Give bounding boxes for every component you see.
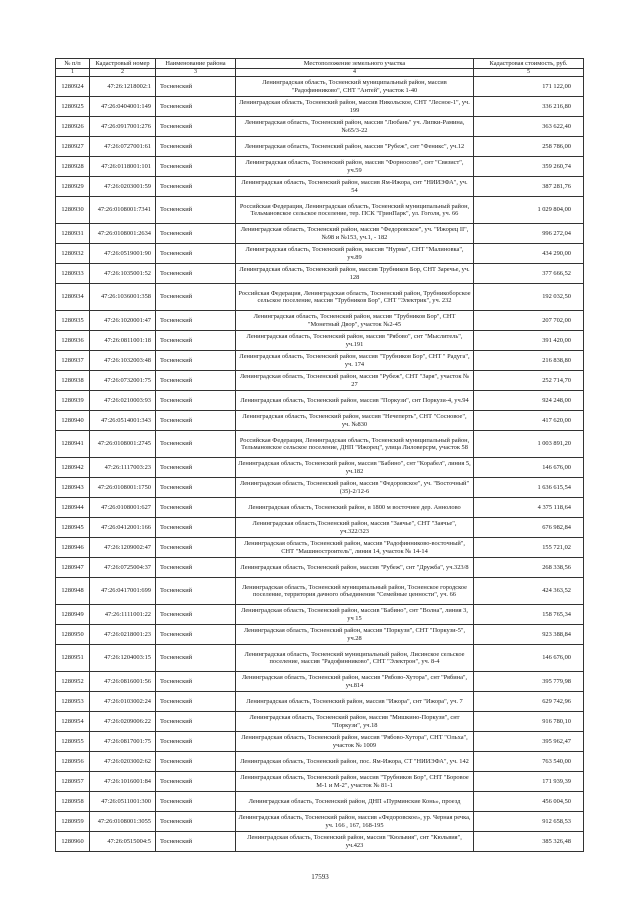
cadastral-value: 252 714,70 bbox=[474, 371, 584, 391]
cadastral-number: 47:26:0108001:627 bbox=[90, 498, 156, 518]
table-row bbox=[56, 284, 584, 311]
table-row bbox=[56, 244, 584, 264]
parcel-location: Ленинградская область, Тосненский район, массив "Федоровское", уч. "Ижорец II", №98 и №153, уч.1, - 182 bbox=[236, 224, 474, 244]
cadastral-number: 47:26:1016001:84 bbox=[90, 772, 156, 792]
district-name: Тосненский bbox=[156, 458, 236, 478]
row-number: 1280931 bbox=[56, 224, 90, 244]
cadastral-number: 47:26:0514001:343 bbox=[90, 411, 156, 431]
district-name: Тосненский bbox=[156, 645, 236, 672]
table-row bbox=[56, 311, 584, 331]
district-name: Тосненский bbox=[156, 411, 236, 431]
row-number: 1280930 bbox=[56, 197, 90, 224]
table-header-row bbox=[56, 59, 584, 69]
district-name: Тосненский bbox=[156, 605, 236, 625]
parcel-location: Ленинградская область, Тосненский район, массив "Нечеперть", СНТ "Сосновое", уч. №830 bbox=[236, 411, 474, 431]
row-number: 1280953 bbox=[56, 692, 90, 712]
parcel-location: Ленинградская область,Тосненский район, массив "Заячье", СНТ "Заячье", уч.322/323 bbox=[236, 518, 474, 538]
column-number: 3 bbox=[156, 69, 236, 77]
district-name: Тосненский bbox=[156, 578, 236, 605]
table-row bbox=[56, 331, 584, 351]
cadastral-number: 47:26:0816001:56 bbox=[90, 672, 156, 692]
cadastral-value: 385 326,48 bbox=[474, 832, 584, 852]
district-name: Тосненский bbox=[156, 625, 236, 645]
table-row bbox=[56, 351, 584, 371]
cadastral-value: 377 666,52 bbox=[474, 264, 584, 284]
row-number: 1280945 bbox=[56, 518, 90, 538]
cadastral-number: 47:26:0417001:699 bbox=[90, 578, 156, 605]
row-number: 1280943 bbox=[56, 478, 90, 498]
cadastral-number: 47:26:0209006:22 bbox=[90, 712, 156, 732]
row-number: 1280951 bbox=[56, 645, 90, 672]
cadastral-value: 146 676,00 bbox=[474, 458, 584, 478]
row-number: 1280940 bbox=[56, 411, 90, 431]
table-row bbox=[56, 77, 584, 97]
row-number: 1280957 bbox=[56, 772, 90, 792]
table-row bbox=[56, 97, 584, 117]
district-name: Тосненский bbox=[156, 672, 236, 692]
cadastral-value: 336 216,80 bbox=[474, 97, 584, 117]
cadastral-value: 434 290,00 bbox=[474, 244, 584, 264]
cadastral-value: 676 982,84 bbox=[474, 518, 584, 538]
row-number: 1280946 bbox=[56, 538, 90, 558]
cadastral-number: 47:26:0108001:2634 bbox=[90, 224, 156, 244]
district-name: Тосненский bbox=[156, 478, 236, 498]
header-district-name: Наименование района bbox=[156, 59, 236, 69]
table-row bbox=[56, 772, 584, 792]
table-row bbox=[56, 411, 584, 431]
district-name: Тосненский bbox=[156, 832, 236, 852]
column-number: 2 bbox=[90, 69, 156, 77]
parcel-location: Ленинградская область, Тосненский район, массив "Бабино", снт "Волна", линия 3, уч 15 bbox=[236, 605, 474, 625]
parcel-location: Ленинградская область, Тосненский район, массив "Мишкино-Поркузи", снт "Поркузи", уч.18 bbox=[236, 712, 474, 732]
district-name: Тосненский bbox=[156, 712, 236, 732]
header-cadastral-value: Кадастровая стоимость, руб. bbox=[474, 59, 584, 69]
row-number: 1280939 bbox=[56, 391, 90, 411]
parcel-location: Ленинградская область, Тосненский район, массив "Трубников Бор", СНТ " Радуга", уч. 174 bbox=[236, 351, 474, 371]
parcel-location: Ленинградская область, Тосненский район, массив "Ижора", снт "Ижора", уч. 7 bbox=[236, 692, 474, 712]
column-number: 1 bbox=[56, 69, 90, 77]
cadastral-number: 47:26:1209002:47 bbox=[90, 538, 156, 558]
cadastral-value: 923 388,84 bbox=[474, 625, 584, 645]
cadastral-value: 912 658,53 bbox=[474, 812, 584, 832]
row-number: 1280926 bbox=[56, 117, 90, 137]
parcel-location: Ленинградская область, Тосненский район, массив "Форносово", снт "Связист", уч.59 bbox=[236, 157, 474, 177]
cadastral-value: 996 272,04 bbox=[474, 224, 584, 244]
row-number: 1280932 bbox=[56, 244, 90, 264]
parcel-location: Ленинградская область, Тосненский район, в 1800 м восточнее дер. Аннолово bbox=[236, 498, 474, 518]
table-row bbox=[56, 752, 584, 772]
parcel-location: Ленинградская область, Тосненский район, массив "Рябово", снт "Мыслитель", уч.191 bbox=[236, 331, 474, 351]
cadastral-value: 629 742,96 bbox=[474, 692, 584, 712]
table-row bbox=[56, 832, 584, 852]
table-row bbox=[56, 371, 584, 391]
header-cadastral-number: Кадастровый номер bbox=[90, 59, 156, 69]
column-number: 4 bbox=[236, 69, 474, 77]
district-name: Тосненский bbox=[156, 311, 236, 331]
parcel-location: Ленинградская область, Тосненский район, массив «Федоровское», ур. Черная речка, уч. 166 , 167, 168-195 bbox=[236, 812, 474, 832]
row-number: 1280958 bbox=[56, 792, 90, 812]
row-number: 1280928 bbox=[56, 157, 90, 177]
parcel-location: Ленинградская область, Тосненский район, массив "Нурма", СНТ "Малиновка", уч.89 bbox=[236, 244, 474, 264]
table-row bbox=[56, 264, 584, 284]
column-numbers-row bbox=[56, 69, 584, 77]
district-name: Тосненский bbox=[156, 244, 236, 264]
table-row bbox=[56, 137, 584, 157]
district-name: Тосненский bbox=[156, 812, 236, 832]
row-number: 1280960 bbox=[56, 832, 90, 852]
parcel-location: Ленинградская область, Тосненский район, массив Трубников Бор, СНТ Заречье, уч. 128 bbox=[236, 264, 474, 284]
district-name: Тосненский bbox=[156, 518, 236, 538]
row-number: 1280955 bbox=[56, 732, 90, 752]
cadastral-value: 216 838,80 bbox=[474, 351, 584, 371]
parcel-location: Ленинградская область, Тосненский район, массив "Рябово-Хутора", снт "Рябина", уч.814 bbox=[236, 672, 474, 692]
district-name: Тосненский bbox=[156, 538, 236, 558]
cadastral-value: 1 636 615,54 bbox=[474, 478, 584, 498]
cadastral-value: 268 338,56 bbox=[474, 558, 584, 578]
table-row bbox=[56, 645, 584, 672]
cadastral-number: 47:26:1035001:52 bbox=[90, 264, 156, 284]
cadastral-value: 395 779,98 bbox=[474, 672, 584, 692]
table-row bbox=[56, 391, 584, 411]
table-row bbox=[56, 812, 584, 832]
cadastral-value: 158 765,34 bbox=[474, 605, 584, 625]
row-number: 1280925 bbox=[56, 97, 90, 117]
row-number: 1280936 bbox=[56, 331, 90, 351]
district-name: Тосненский bbox=[156, 692, 236, 712]
row-number: 1280937 bbox=[56, 351, 90, 371]
parcel-location: Российская Федерация, Ленинградская область, Тосненский муниципальный район, Тельмановское сельское поселение, ДНП "Ижорец", улица Лиловерсрм, участок 58 bbox=[236, 431, 474, 458]
cadastral-number: 47:26:0108001:1750 bbox=[90, 478, 156, 498]
parcel-location: Ленинградская область, Тосненский район, массив "Поркузи", снт Поркузи-4, уч.94 bbox=[236, 391, 474, 411]
cadastral-number: 47:26:1204003:15 bbox=[90, 645, 156, 672]
row-number: 1280924 bbox=[56, 77, 90, 97]
parcel-location: Российская Федерация, Ленинградская область, Тосненский муниципальный район, Тельмановское сельское поселение, тер. ПСК "ГринПарк", ул. Гоголя, уч. 66 bbox=[236, 197, 474, 224]
row-number: 1280942 bbox=[56, 458, 90, 478]
parcel-location: Ленинградская область, Тосненский муниципальный район, массив "Радофинниково", СНТ "Антей", участок 1-40 bbox=[236, 77, 474, 97]
parcel-location: Ленинградская область, Тосненский район, массив "Рябово-Хутора", СНТ "Ольха", участок № 1009 bbox=[236, 732, 474, 752]
parcel-location: Ленинградская область, Тосненский муниципальный район, Лисинское сельское поселение, массив "Радофинниково", СНТ "Электрон", уч. 8-4 bbox=[236, 645, 474, 672]
table-row bbox=[56, 518, 584, 538]
row-number: 1280950 bbox=[56, 625, 90, 645]
table-row bbox=[56, 792, 584, 812]
parcel-location: Ленинградская область, Тосненский район, массив "Поркузи", СНТ "Поркузи-5", уч.28 bbox=[236, 625, 474, 645]
district-name: Тосненский bbox=[156, 177, 236, 197]
cadastral-number: 47:26:0108001:3055 bbox=[90, 812, 156, 832]
row-number: 1280927 bbox=[56, 137, 90, 157]
cadastral-value: 192 032,50 bbox=[474, 284, 584, 311]
cadastral-value: 916 780,10 bbox=[474, 712, 584, 732]
parcel-location: Ленинградская область, Тосненский район, массив "Трубников Бор", СНТ "Монетный Двор", участок №2-45 bbox=[236, 311, 474, 331]
district-name: Тосненский bbox=[156, 331, 236, 351]
table-row bbox=[56, 498, 584, 518]
parcel-location: Ленинградская область, Тосненский район, массив "Кюльвия", снт "Кюльвия", уч.423 bbox=[236, 832, 474, 852]
cadastral-value: 456 004,50 bbox=[474, 792, 584, 812]
table-row bbox=[56, 431, 584, 458]
row-number: 1280947 bbox=[56, 558, 90, 578]
cadastral-number: 47:26:0203001:59 bbox=[90, 177, 156, 197]
cadastral-number: 47:26:0412001:166 bbox=[90, 518, 156, 538]
district-name: Тосненский bbox=[156, 224, 236, 244]
header-row-number: № п/п bbox=[56, 59, 90, 69]
district-name: Тосненский bbox=[156, 264, 236, 284]
row-number: 1280929 bbox=[56, 177, 90, 197]
cadastral-number: 47:26:0203002:62 bbox=[90, 752, 156, 772]
column-number: 5 bbox=[474, 69, 584, 77]
cadastral-value: 155 721,02 bbox=[474, 538, 584, 558]
cadastral-number: 47:26:0817001:75 bbox=[90, 732, 156, 752]
district-name: Тосненский bbox=[156, 137, 236, 157]
cadastral-value: 424 363,52 bbox=[474, 578, 584, 605]
district-name: Тосненский bbox=[156, 97, 236, 117]
cadastral-number: 47:26:0519001:90 bbox=[90, 244, 156, 264]
district-name: Тосненский bbox=[156, 117, 236, 137]
row-number: 1280949 bbox=[56, 605, 90, 625]
table-body bbox=[56, 77, 584, 852]
cadastral-number: 47:26:1117003:23 bbox=[90, 458, 156, 478]
table-row bbox=[56, 578, 584, 605]
cadastral-value: 1 003 891,20 bbox=[474, 431, 584, 458]
table-row bbox=[56, 224, 584, 244]
district-name: Тосненский bbox=[156, 157, 236, 177]
cadastral-number: 47:26:0108001:2745 bbox=[90, 431, 156, 458]
row-number: 1280938 bbox=[56, 371, 90, 391]
cadastral-number: 47:26:0917001:276 bbox=[90, 117, 156, 137]
table-row bbox=[56, 538, 584, 558]
cadastral-number: 47:26:0118001:101 bbox=[90, 157, 156, 177]
cadastral-number: 47:26:1218002:1 bbox=[90, 77, 156, 97]
parcel-location: Ленинградская область, Тосненский район, массив "Рубеж", СНТ "Заря", участок № 27 bbox=[236, 371, 474, 391]
cadastral-number: 47:26:0811001:18 bbox=[90, 331, 156, 351]
cadastral-value: 763 540,00 bbox=[474, 752, 584, 772]
table-row bbox=[56, 712, 584, 732]
parcel-location: Ленинградская область, Тосненский район, массив Никольское, СНТ "Лесное-1", уч. 199 bbox=[236, 97, 474, 117]
cadastral-number: 47:26:0218001:23 bbox=[90, 625, 156, 645]
cadastral-value: 207 702,00 bbox=[474, 311, 584, 331]
cadastral-value: 417 620,00 bbox=[474, 411, 584, 431]
parcel-location: Российская Федерация, Ленинградская область, Тосненский район, Трубникоборское сельское поселение, массив "Трубников Бор", СНТ "Электрик", уч. 232 bbox=[236, 284, 474, 311]
district-name: Тосненский bbox=[156, 498, 236, 518]
table-row bbox=[56, 117, 584, 137]
table-row bbox=[56, 197, 584, 224]
table-row bbox=[56, 478, 584, 498]
cadastral-value: 258 786,00 bbox=[474, 137, 584, 157]
cadastral-number: 47:26:0108001:7341 bbox=[90, 197, 156, 224]
table-row bbox=[56, 605, 584, 625]
table-row bbox=[56, 672, 584, 692]
district-name: Тосненский bbox=[156, 558, 236, 578]
cadastral-value: 359 260,74 bbox=[474, 157, 584, 177]
district-name: Тосненский bbox=[156, 391, 236, 411]
parcel-location: Ленинградская область, Тосненский район, массив "Трубников Бор", СНТ "Боровое М-1 и М-2", участок № 81-1 bbox=[236, 772, 474, 792]
parcel-location: Ленинградская область, Тосненский район, массив "Радофинниково-восточный", СНТ "Машиностроитель", линия 14, участок № 14-14 bbox=[236, 538, 474, 558]
table-row bbox=[56, 177, 584, 197]
district-name: Тосненский bbox=[156, 371, 236, 391]
cadastral-number: 47:26:1111001:22 bbox=[90, 605, 156, 625]
cadastral-number: 47:26:0515004:5 bbox=[90, 832, 156, 852]
cadastral-value: 391 420,00 bbox=[474, 331, 584, 351]
table-row bbox=[56, 692, 584, 712]
row-number: 1280934 bbox=[56, 284, 90, 311]
row-number: 1280954 bbox=[56, 712, 90, 732]
district-name: Тосненский bbox=[156, 732, 236, 752]
cadastral-number: 47:26:0404001:149 bbox=[90, 97, 156, 117]
table-row bbox=[56, 458, 584, 478]
cadastral-value: 924 248,00 bbox=[474, 391, 584, 411]
row-number: 1280944 bbox=[56, 498, 90, 518]
district-name: Тосненский bbox=[156, 197, 236, 224]
district-name: Тосненский bbox=[156, 431, 236, 458]
page-number: 17593 bbox=[311, 873, 329, 881]
table-row bbox=[56, 558, 584, 578]
parcel-location: Ленинградская область, Тосненский район, массив "Любань" уч. Липки-Рамина, №65/3-22 bbox=[236, 117, 474, 137]
row-number: 1280935 bbox=[56, 311, 90, 331]
parcel-location: Ленинградская область, Тосненский район, массив "Рубеж", снт "Феникс", уч.12 bbox=[236, 137, 474, 157]
district-name: Тосненский bbox=[156, 284, 236, 311]
district-name: Тосненский bbox=[156, 752, 236, 772]
cadastral-number: 47:26:0210003:93 bbox=[90, 391, 156, 411]
table-row bbox=[56, 732, 584, 752]
cadastral-value: 387 281,76 bbox=[474, 177, 584, 197]
row-number: 1280956 bbox=[56, 752, 90, 772]
row-number: 1280941 bbox=[56, 431, 90, 458]
cadastral-number: 47:26:0732001:75 bbox=[90, 371, 156, 391]
district-name: Тосненский bbox=[156, 77, 236, 97]
district-name: Тосненский bbox=[156, 351, 236, 371]
table-row bbox=[56, 625, 584, 645]
row-number: 1280948 bbox=[56, 578, 90, 605]
cadastral-value: 1 029 804,00 bbox=[474, 197, 584, 224]
row-number: 1280933 bbox=[56, 264, 90, 284]
cadastral-value: 4 375 118,64 bbox=[474, 498, 584, 518]
parcel-location: Ленинградская область, Тосненский район, массив Ям-Ижора, снт "НИИЭФА", уч. 54 bbox=[236, 177, 474, 197]
cadastral-value-table bbox=[55, 58, 584, 852]
cadastral-number: 47:26:0725004:37 bbox=[90, 558, 156, 578]
cadastral-value: 395 962,47 bbox=[474, 732, 584, 752]
parcel-location: Ленинградская область, Тосненский район, массив "Бабино", снт "Корабел", линия 5, уч.182 bbox=[236, 458, 474, 478]
cadastral-number: 47:26:1036001:358 bbox=[90, 284, 156, 311]
district-name: Тосненский bbox=[156, 772, 236, 792]
parcel-location: Ленинградская область, Тосненский район, ДНП «Пурминские Конь», проезд bbox=[236, 792, 474, 812]
cadastral-value: 363 622,40 bbox=[474, 117, 584, 137]
parcel-location: Ленинградская область, Тосненский муниципальный район, Тосненское городское поселение, территория дачного объединения "Семейные ценности", уч. 66 bbox=[236, 578, 474, 605]
table-row bbox=[56, 157, 584, 177]
cadastral-number: 47:26:0727001:61 bbox=[90, 137, 156, 157]
cadastral-value: 171 122,00 bbox=[474, 77, 584, 97]
cadastral-value: 171 939,39 bbox=[474, 772, 584, 792]
parcel-location: Ленинградская область, Тосненский район, массив "Рубеж", снт "Дружба", уч.323/8 bbox=[236, 558, 474, 578]
cadastral-number: 47:26:0103002:24 bbox=[90, 692, 156, 712]
cadastral-number: 47:26:1032003:48 bbox=[90, 351, 156, 371]
parcel-location: Ленинградская область, Тосненский район, пос. Ям-Ижора, СТ "НИИЭФА", уч. 142 bbox=[236, 752, 474, 772]
header-location: Местоположение земельного участка bbox=[236, 59, 474, 69]
district-name: Тосненский bbox=[156, 792, 236, 812]
row-number: 1280952 bbox=[56, 672, 90, 692]
parcel-location: Ленинградская область, Тосненский район, массив "Федоровское", уч. "Восточный" (35)-2/12-6 bbox=[236, 478, 474, 498]
cadastral-number: 47:26:1020001:47 bbox=[90, 311, 156, 331]
row-number: 1280959 bbox=[56, 812, 90, 832]
cadastral-value: 146 676,00 bbox=[474, 645, 584, 672]
cadastral-number: 47:26:0511001:300 bbox=[90, 792, 156, 812]
